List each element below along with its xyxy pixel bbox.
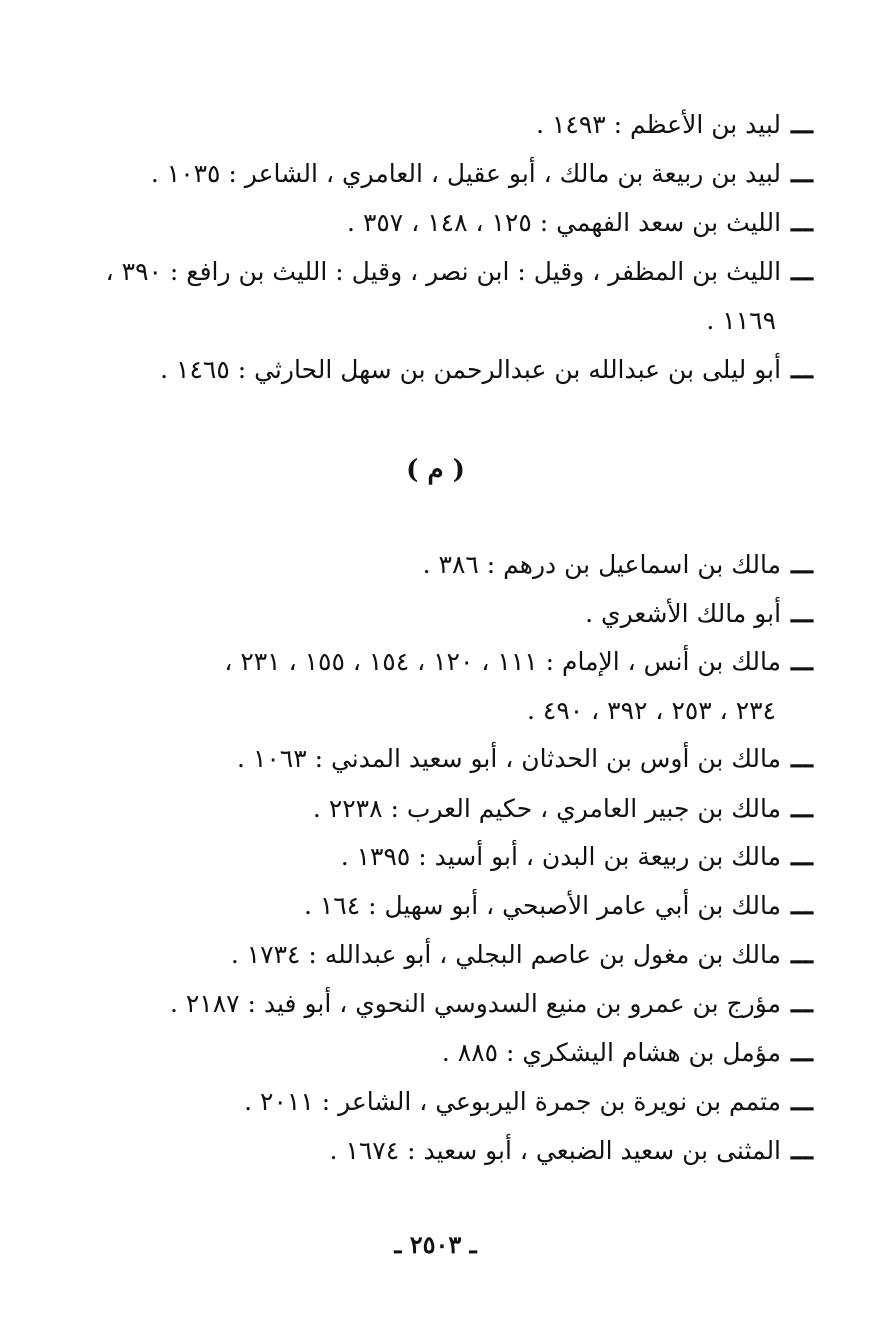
index-entry [341, 840, 813, 874]
entry-text: مؤمل بن هشام اليشكري : ٨٨٥ . [441, 1038, 782, 1067]
entry-text: مالك بن أنس ، الإمام : ١١١ ، ١٢٠ ، ١٥٤ ، ١٥٥ ، ٢٣١ ، [224, 647, 782, 676]
index-entry [536, 108, 813, 142]
entry-dash: ـــ [791, 599, 813, 628]
entry-dash: ـــ [791, 794, 813, 823]
entry-text: الليث بن سعد الفهمي : ١٢٥ ، ١٤٨ ، ٣٥٧ . [347, 208, 782, 237]
entry-dash: ـــ [791, 110, 813, 139]
entry-dash: ـــ [791, 1038, 813, 1067]
index-entry [304, 889, 813, 923]
index-entry [224, 645, 813, 679]
entry-dash: ـــ [791, 842, 813, 871]
entry-dash: ـــ [791, 647, 813, 676]
entry-text: أبو مالك الأشعري . [585, 599, 782, 628]
entry-text: مالك بن أبي عامر الأصبحي ، أبو سهيل : ١٦٤ . [303, 891, 782, 920]
entry-text: مؤرج بن عمرو بن منيع السدوسي النحوي ، أبو فيد : ٢١٨٧ . [169, 989, 782, 1018]
index-entry [585, 597, 813, 631]
entry-text: أبو ليلى بن عبدالله بن عبدالرحمن بن سهل الحارثي : ١٤٦٥ . [160, 355, 782, 384]
entry-text: مالك بن ربيعة بن البدن ، أبو أسيد : ١٣٩٥ . [340, 842, 782, 871]
entry-text: المثنى بن سعيد الضبعي ، أبو سعيد : ١٦٧٤ . [329, 1136, 782, 1165]
entry-dash: ـــ [791, 550, 813, 579]
section-heading-mim: ( م ) [406, 455, 465, 485]
index-entry [170, 987, 813, 1021]
index-entry [244, 1085, 813, 1119]
entry-text: مالك بن أوس بن الحدثان ، أبو سعيد المدني : ١٠٦٣ . [237, 744, 782, 773]
index-entry [442, 1036, 813, 1070]
index-entry [160, 353, 813, 387]
index-entry [151, 157, 813, 191]
index-entry [313, 792, 813, 826]
entry-dash: ـــ [791, 208, 813, 237]
entry-dash: ـــ [791, 355, 813, 384]
page-number: ـ ٢٥٠٣ ـ [394, 1230, 477, 1259]
index-entry-continuation [706, 304, 776, 338]
index-entry-continuation [527, 694, 776, 728]
entry-dash: ـــ [791, 257, 813, 286]
entry-dash: ـــ [791, 891, 813, 920]
entry-dash: ـــ [791, 1136, 813, 1165]
entry-text: متمم بن نويرة بن جمرة اليربوعي ، الشاعر : ٢٠١١ . [244, 1087, 782, 1116]
entry-text: ٢٣٤ ، ٢٥٣ ، ٣٩٢ ، ٤٩٠ . [527, 696, 776, 725]
entry-dash: ـــ [791, 989, 813, 1018]
entry-dash: ـــ [791, 1087, 813, 1116]
entry-text: مالك بن مغول بن عاصم البجلي ، أبو عبدالله : ١٧٣٤ . [230, 940, 782, 969]
index-entry [330, 1134, 813, 1168]
index-entry [347, 206, 813, 240]
entry-dash: ـــ [791, 940, 813, 969]
entry-dash: ـــ [791, 159, 813, 188]
entry-dash: ـــ [791, 744, 813, 773]
index-entry [106, 255, 813, 289]
index-entry [237, 742, 813, 776]
entry-text: لبيد بن الأعظم : ١٤٩٣ . [536, 110, 782, 139]
entry-text: مالك بن جبير العامري ، حكيم العرب : ٢٢٣٨ . [312, 794, 782, 823]
entry-text: لبيد بن ربيعة بن مالك ، أبو عقيل ، العامري ، الشاعر : ١٠٣٥ . [150, 159, 782, 188]
index-entry [423, 548, 813, 582]
entry-text: الليث بن المظفر ، وقيل : ابن نصر ، وقيل : الليث بن رافع : ٣٩٠ ، [105, 257, 782, 286]
entry-text: مالك بن اسماعيل بن درهم : ٣٨٦ . [422, 550, 782, 579]
entry-text: ١١٦٩ . [706, 306, 776, 335]
index-entry [231, 938, 813, 972]
